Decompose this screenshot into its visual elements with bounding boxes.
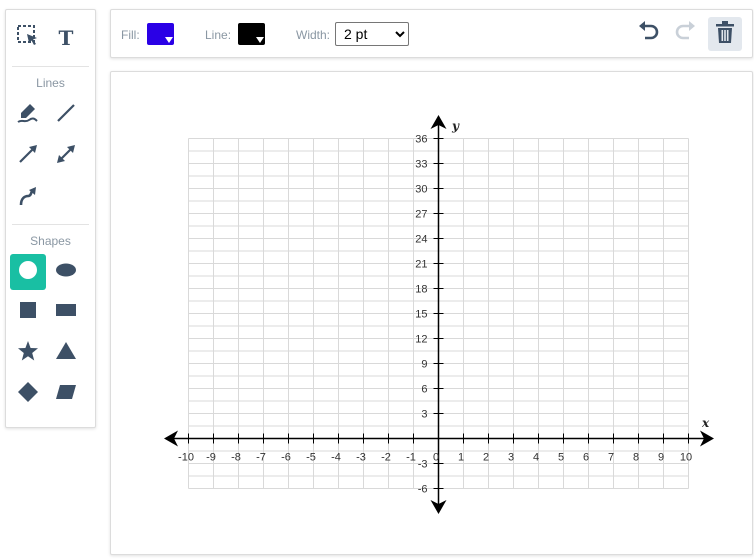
- y-tick-label: 3: [421, 408, 428, 421]
- line-segment-tool-button[interactable]: [48, 97, 84, 133]
- diamond-icon: [16, 380, 40, 409]
- text-tool-button[interactable]: [48, 20, 84, 56]
- ray-tool-button[interactable]: [10, 138, 46, 174]
- x-tick-label: -2: [381, 451, 391, 464]
- square-icon: [16, 298, 40, 327]
- ellipse-tool-button[interactable]: [48, 254, 84, 290]
- x-tick-label: -10: [178, 451, 194, 464]
- rectangle-icon: [54, 298, 78, 327]
- line-width-select[interactable]: [335, 22, 409, 46]
- y-tick-label: 12: [415, 333, 428, 346]
- triangle-icon: [54, 339, 78, 368]
- star-icon: [16, 339, 40, 368]
- x-tick-label: -9: [206, 451, 216, 464]
- y-tick-label: -6: [417, 483, 428, 496]
- circle-icon: [16, 258, 40, 287]
- x-tick-label: 7: [607, 451, 615, 464]
- style-toolbar: [110, 9, 753, 58]
- x-tick-label: 9: [657, 451, 665, 464]
- width-label: Width:: [296, 28, 331, 42]
- y-tick-label: 30: [415, 183, 428, 196]
- x-tick-label: -7: [256, 451, 266, 464]
- x-tick-label: 5: [557, 451, 565, 464]
- shapes-section-label: Shapes: [30, 234, 71, 248]
- y-tick-label: 6: [421, 383, 428, 396]
- double-arrow-icon: [54, 142, 78, 171]
- y-tick-label: 24: [415, 233, 428, 246]
- x-tick-label: 3: [507, 451, 515, 464]
- x-tick-label: 6: [582, 451, 590, 464]
- text-icon: T: [58, 26, 74, 50]
- x-tick-label: -1: [406, 451, 416, 464]
- line-icon: [54, 101, 78, 130]
- line-label: Line:: [205, 28, 232, 42]
- chevron-down-icon: [256, 37, 264, 43]
- x-tick-label: -3: [356, 451, 366, 464]
- delete-button[interactable]: [708, 17, 742, 51]
- y-tick-label: -3: [417, 458, 428, 471]
- coordinate-graph[interactable]: [111, 72, 752, 554]
- x-tick-label: 0: [432, 451, 440, 464]
- x-tick-label: 4: [532, 451, 540, 464]
- y-tick-label: 18: [415, 283, 428, 296]
- curved-arrow-tool-button[interactable]: [10, 180, 46, 216]
- parallelogram-tool-button[interactable]: [48, 376, 84, 412]
- square-tool-button[interactable]: [10, 294, 46, 330]
- undo-icon: [636, 20, 660, 49]
- y-tick-label: 21: [415, 258, 428, 271]
- x-tick-label: 8: [632, 451, 640, 464]
- toolbox-divider: [12, 224, 89, 225]
- x-axis-label: x: [702, 416, 710, 430]
- parallelogram-icon: [54, 380, 78, 409]
- circle-tool-button[interactable]: [10, 254, 46, 290]
- select-tool-button[interactable]: [10, 20, 46, 56]
- rectangle-tool-button[interactable]: [48, 294, 84, 330]
- freehand-tool-button[interactable]: [10, 97, 46, 133]
- y-tick-label: 9: [421, 358, 428, 371]
- fill-color-picker[interactable]: [147, 23, 174, 45]
- curved-arrow-icon: [16, 184, 40, 213]
- diamond-tool-button[interactable]: [10, 376, 46, 412]
- x-tick-label: 2: [482, 451, 490, 464]
- select-icon: [16, 24, 40, 53]
- triangle-tool-button[interactable]: [48, 335, 84, 371]
- x-tick-label: -8: [231, 451, 241, 464]
- arrow-icon: [16, 142, 40, 171]
- pencil-icon: [16, 101, 40, 130]
- chevron-down-icon: [165, 37, 173, 43]
- redo-button[interactable]: [669, 17, 703, 51]
- drawing-canvas[interactable]: [110, 71, 753, 555]
- star-tool-button[interactable]: [10, 335, 46, 371]
- lines-section-label: Lines: [36, 76, 65, 90]
- redo-icon: [674, 20, 698, 49]
- x-tick-label: -5: [306, 451, 316, 464]
- double-arrow-tool-button[interactable]: [48, 138, 84, 174]
- drawing-toolbox: [5, 9, 96, 428]
- y-tick-label: 33: [415, 158, 428, 171]
- toolbox-divider: [12, 66, 89, 67]
- y-tick-label: 27: [415, 208, 428, 221]
- trash-icon: [714, 20, 736, 49]
- y-tick-label: 15: [415, 308, 428, 321]
- x-tick-label: -4: [331, 451, 341, 464]
- x-tick-label: 1: [457, 451, 465, 464]
- line-color-picker[interactable]: [238, 23, 265, 45]
- x-tick-label: -6: [281, 451, 291, 464]
- x-tick-label: 10: [679, 451, 693, 464]
- y-axis-label: y: [452, 119, 459, 133]
- ellipse-icon: [54, 258, 78, 287]
- y-tick-label: 36: [415, 133, 428, 146]
- undo-button[interactable]: [631, 17, 665, 51]
- fill-label: Fill:: [121, 28, 140, 42]
